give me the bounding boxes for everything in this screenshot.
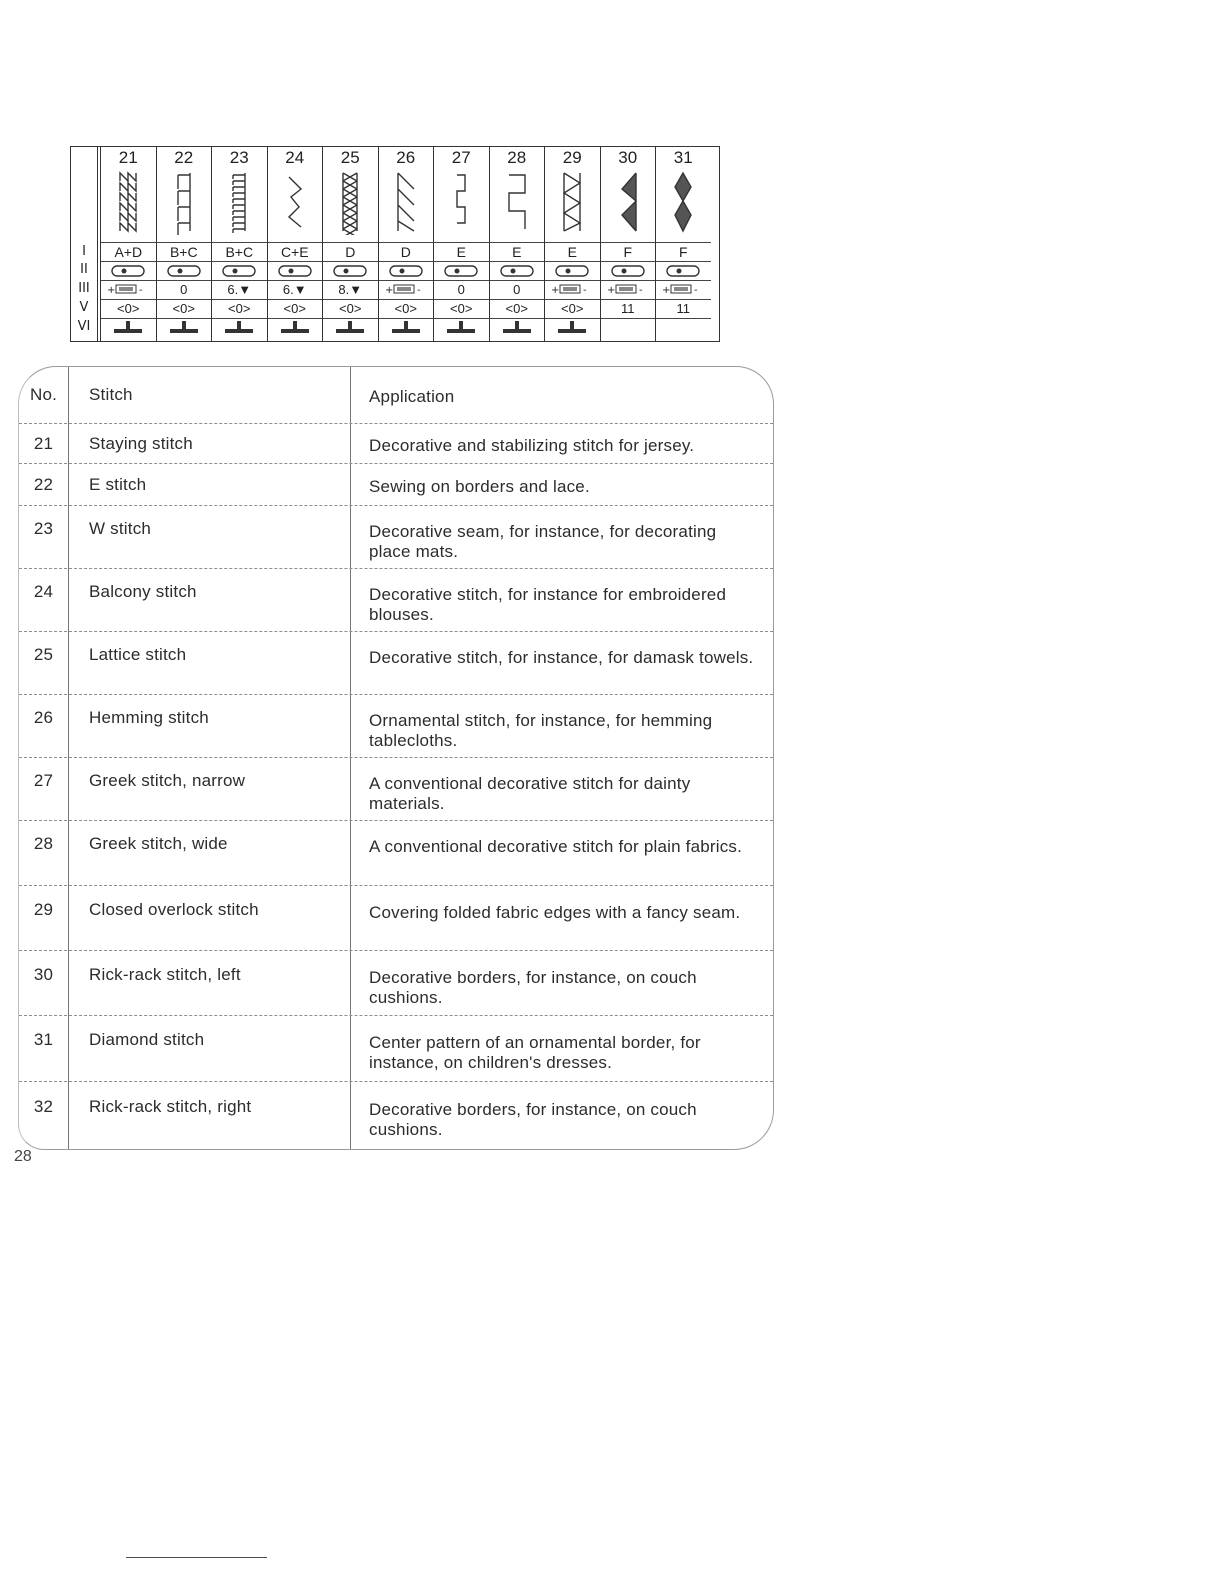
row-application: Center pattern of an ornamental border, for instance, on children's dresses. xyxy=(369,1033,701,1072)
row-label-I: I xyxy=(82,244,86,259)
stitch-pattern-icon xyxy=(379,169,434,241)
row-application: Decorative seam, for instance, for decorating place mats. xyxy=(369,522,717,561)
stitch-pattern-icon xyxy=(268,169,323,241)
row-no: 22 xyxy=(33,475,54,494)
width-setting: 6.▼ xyxy=(268,280,323,299)
row-no: 29 xyxy=(33,900,54,919)
row-no: 28 xyxy=(33,834,54,853)
footer-rule xyxy=(126,1557,267,1558)
svg-text:-: - xyxy=(583,285,587,295)
table-row xyxy=(19,423,773,464)
cam-setting: A+D xyxy=(101,242,156,261)
table-row xyxy=(19,757,773,821)
svg-text:-: - xyxy=(139,285,143,295)
stitch-pattern-icon xyxy=(434,169,489,241)
width-slider-icon xyxy=(101,280,156,299)
cam-setting: C+E xyxy=(268,242,323,261)
row-application: Covering folded fabric edges with a fancy seam. xyxy=(369,903,741,922)
stitch-number: 23 xyxy=(229,148,249,167)
table-row xyxy=(19,1081,773,1150)
width-setting: 0 xyxy=(490,280,545,299)
svg-text:-: - xyxy=(638,285,643,295)
stitch-column xyxy=(322,147,378,341)
cam-setting: F xyxy=(656,242,711,261)
stitch-number: 24 xyxy=(285,148,305,167)
row-application: Decorative and stabilizing stitch for jersey. xyxy=(369,436,695,455)
table-row xyxy=(19,568,773,632)
cam-setting: B+C xyxy=(157,242,212,261)
stitch-column xyxy=(211,147,267,341)
row-stitch: Diamond stitch xyxy=(89,1030,205,1049)
row-label-V: V xyxy=(79,300,89,315)
cam-setting: E xyxy=(434,242,489,261)
stitch-column xyxy=(544,147,600,341)
stitch-number: 30 xyxy=(618,148,638,167)
row-no: 21 xyxy=(33,434,54,453)
needle-position-setting: <0> xyxy=(545,299,600,318)
svg-text:+: + xyxy=(606,285,616,295)
table-row xyxy=(19,463,773,506)
row-application: Decorative borders, for instance, on couch cushions. xyxy=(369,1100,697,1139)
row-label-II: II xyxy=(80,262,88,277)
row-stitch: E stitch xyxy=(89,475,147,494)
cam-setting: D xyxy=(323,242,378,261)
table-header xyxy=(19,367,773,423)
svg-text:-: - xyxy=(416,285,421,295)
header-no: No. xyxy=(29,385,58,404)
stitch-pattern-icon xyxy=(212,169,267,241)
width-slider-icon xyxy=(545,280,600,299)
stitch-column xyxy=(600,147,656,341)
stitch-column xyxy=(267,147,323,341)
stitch-number: 31 xyxy=(673,148,693,167)
cam-setting: D xyxy=(379,242,434,261)
needle-position-setting: <0> xyxy=(490,299,545,318)
row-stitch: Staying stitch xyxy=(89,434,193,453)
presser-foot-icon xyxy=(656,318,711,337)
stitch-length-icon xyxy=(379,261,434,280)
stitch-number: 21 xyxy=(118,148,138,167)
row-stitch: W stitch xyxy=(89,519,152,538)
stitch-length-icon xyxy=(212,261,267,280)
row-application: Decorative stitch, for instance for embroidered blouses. xyxy=(369,585,727,624)
stitch-column xyxy=(433,147,489,341)
stitch-number: 25 xyxy=(340,148,360,167)
row-stitch: Hemming stitch xyxy=(89,708,209,727)
width-setting: 6.▼ xyxy=(212,280,267,299)
stitch-column xyxy=(100,147,156,341)
needle-position-setting: 11 xyxy=(656,299,711,318)
needle-position-setting: <0> xyxy=(212,299,267,318)
cam-setting: B+C xyxy=(212,242,267,261)
needle-position-setting: <0> xyxy=(157,299,212,318)
row-application: Decorative stitch, for instance, for damask towels. xyxy=(369,648,754,667)
stitch-length-icon xyxy=(601,261,656,280)
row-stitch: Balcony stitch xyxy=(89,582,197,601)
stitch-pattern-icon xyxy=(323,169,378,241)
row-stitch: Lattice stitch xyxy=(89,645,187,664)
width-slider-icon xyxy=(379,280,434,299)
row-application: A conventional decorative stitch for plain fabrics. xyxy=(369,837,743,856)
table-row xyxy=(19,631,773,695)
stitch-pattern-icon xyxy=(490,169,545,241)
table-row xyxy=(19,1015,773,1082)
stitch-length-icon xyxy=(490,261,545,280)
width-slider-icon xyxy=(601,280,656,299)
row-no: 24 xyxy=(33,582,54,601)
table-row xyxy=(19,950,773,1016)
stitch-column xyxy=(156,147,212,341)
row-application: Ornamental stitch, for instance, for hemming tablecloths. xyxy=(369,711,713,750)
stitch-number: 27 xyxy=(451,148,471,167)
row-no: 26 xyxy=(33,708,54,727)
presser-foot-icon xyxy=(268,318,323,337)
stitch-length-icon xyxy=(101,261,156,280)
presser-foot-icon xyxy=(157,318,212,337)
stitch-pattern-icon xyxy=(157,169,212,241)
stitch-column xyxy=(489,147,545,341)
page-number: 28 xyxy=(14,1148,32,1165)
row-stitch: Greek stitch, narrow xyxy=(89,771,246,790)
row-stitch: Greek stitch, wide xyxy=(89,834,228,853)
stitch-pattern-icon xyxy=(656,169,711,241)
table-row xyxy=(19,694,773,758)
row-label-VI: VI xyxy=(77,319,91,334)
row-no: 27 xyxy=(33,771,54,790)
table-row xyxy=(19,820,773,886)
stitch-length-icon xyxy=(434,261,489,280)
row-label-III: III xyxy=(78,281,90,296)
cam-setting: E xyxy=(545,242,600,261)
header-application: Application xyxy=(369,387,455,406)
row-application: Decorative borders, for instance, on couch cushions. xyxy=(369,968,697,1007)
header-stitch: Stitch xyxy=(89,385,133,404)
presser-foot-icon xyxy=(545,318,600,337)
row-no: 31 xyxy=(33,1030,54,1049)
presser-foot-icon xyxy=(490,318,545,337)
table-row xyxy=(19,885,773,951)
stitch-column xyxy=(378,147,434,341)
svg-text:+: + xyxy=(384,285,394,295)
stitch-number: 29 xyxy=(562,148,582,167)
stitch-length-icon xyxy=(545,261,600,280)
presser-foot-icon xyxy=(379,318,434,337)
row-application: A conventional decorative stitch for dainty materials. xyxy=(369,774,691,813)
stitch-pattern-icon xyxy=(601,169,656,241)
cam-setting: E xyxy=(490,242,545,261)
needle-position-setting: <0> xyxy=(101,299,156,318)
needle-position-setting: <0> xyxy=(434,299,489,318)
stitch-table xyxy=(18,366,774,1150)
width-setting: 0 xyxy=(434,280,489,299)
row-stitch: Rick-rack stitch, right xyxy=(89,1097,252,1116)
cam-setting: F xyxy=(601,242,656,261)
table-row xyxy=(19,505,773,569)
row-no: 32 xyxy=(33,1097,54,1116)
row-no: 23 xyxy=(33,519,54,538)
presser-foot-icon xyxy=(212,318,267,337)
stitch-column xyxy=(655,147,711,341)
needle-position-setting: <0> xyxy=(379,299,434,318)
svg-text:+: + xyxy=(107,285,116,295)
row-stitch: Rick-rack stitch, left xyxy=(89,965,241,984)
svg-text:+: + xyxy=(551,285,560,295)
stitch-number: 22 xyxy=(174,148,194,167)
stitch-length-icon xyxy=(323,261,378,280)
stitch-pattern-icon xyxy=(545,169,600,241)
width-setting: 8.▼ xyxy=(323,280,378,299)
row-application: Sewing on borders and lace. xyxy=(369,477,590,496)
stitch-length-icon xyxy=(656,261,711,280)
stitch-pattern-icon xyxy=(101,169,156,241)
svg-text:+: + xyxy=(662,285,671,295)
row-no: 30 xyxy=(33,965,54,984)
needle-position-setting: <0> xyxy=(268,299,323,318)
stitch-length-icon xyxy=(157,261,212,280)
presser-foot-icon xyxy=(434,318,489,337)
stitch-number: 28 xyxy=(507,148,527,167)
presser-foot-icon xyxy=(101,318,156,337)
svg-text:-: - xyxy=(694,285,698,295)
presser-foot-icon xyxy=(323,318,378,337)
width-setting: 0 xyxy=(157,280,212,299)
needle-position-setting: <0> xyxy=(323,299,378,318)
needle-position-setting: 11 xyxy=(601,299,656,318)
width-slider-icon xyxy=(656,280,711,299)
stitch-number: 26 xyxy=(396,148,416,167)
row-stitch: Closed overlock stitch xyxy=(89,900,259,919)
stitch-settings-chart xyxy=(70,146,720,342)
label-column-divider xyxy=(97,147,98,341)
presser-foot-icon xyxy=(601,318,656,337)
stitch-length-icon xyxy=(268,261,323,280)
row-no: 25 xyxy=(33,645,54,664)
